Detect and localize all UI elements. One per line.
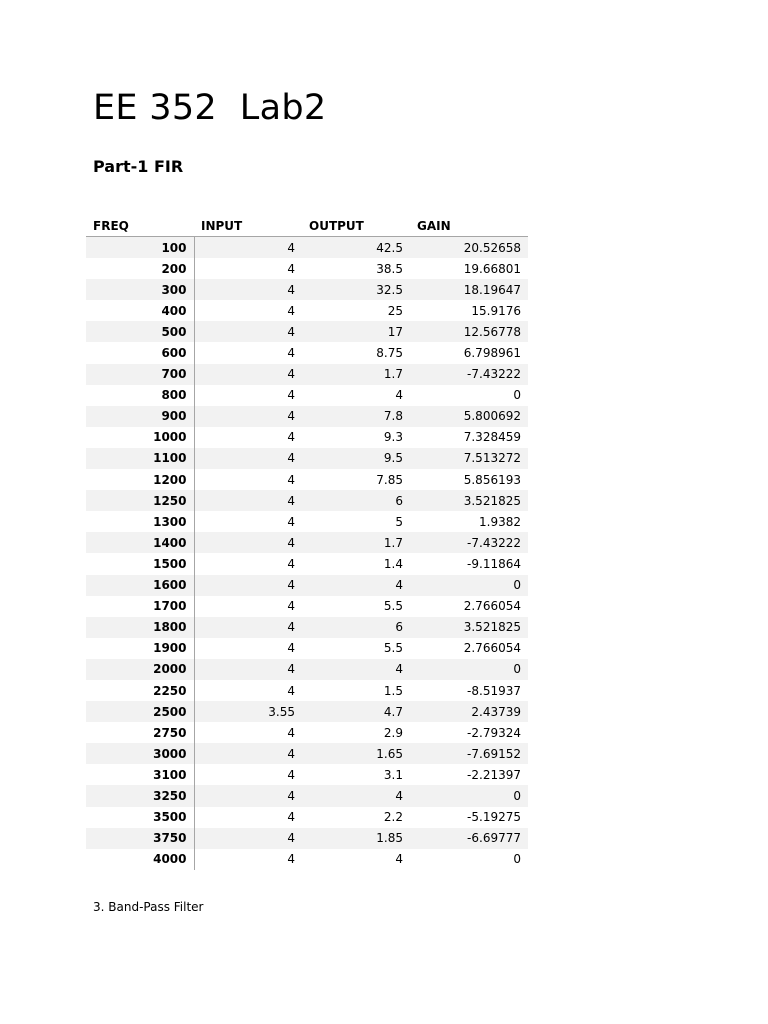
cell-freq: 3100	[86, 764, 194, 785]
cell-input: 4	[194, 321, 302, 342]
cell-output: 8.75	[376, 346, 403, 361]
cell-gain: 2.766054	[463, 641, 521, 656]
cell-output: 17	[302, 321, 410, 342]
cell-output: 2.9	[383, 725, 403, 740]
cell-freq: 1400	[86, 532, 194, 553]
table-row	[86, 490, 528, 511]
table-row	[86, 406, 528, 427]
cell-input: 4	[194, 617, 302, 638]
cell-output: 1.4	[383, 556, 403, 571]
cell-input: 4	[287, 514, 295, 529]
cell-freq: 1000	[86, 427, 194, 448]
table-row	[86, 364, 528, 385]
cell-gain: 0	[513, 852, 521, 867]
cell-output: 4	[302, 575, 410, 596]
cell-output: 42.5	[302, 237, 410, 259]
frequency-response-table	[86, 215, 528, 870]
table-row	[86, 300, 528, 321]
cell-gain: 12.56778	[410, 321, 528, 342]
cell-freq: 3750	[86, 828, 194, 849]
cell-gain: 2.766054	[463, 599, 521, 614]
table-row	[86, 785, 528, 806]
cell-input: 4	[287, 725, 295, 740]
column-header-input: INPUT	[194, 215, 302, 237]
cell-input: 4	[194, 448, 302, 469]
table-row	[86, 427, 528, 448]
cell-gain: 0	[513, 388, 521, 403]
cell-freq: 900	[86, 406, 194, 427]
cell-input: 4	[287, 641, 295, 656]
column-header-gain: GAIN	[410, 215, 528, 237]
cell-input: 4	[287, 430, 295, 445]
cell-gain: 19.66801	[463, 261, 521, 276]
cell-freq: 2500	[86, 701, 194, 722]
cell-output: 6	[302, 490, 410, 511]
cell-gain: 0	[410, 785, 528, 806]
table-row	[86, 553, 528, 574]
cell-output: 6	[302, 617, 410, 638]
cell-input: 4	[287, 810, 295, 825]
table-row	[86, 617, 528, 638]
cell-freq: 400	[86, 300, 194, 321]
cell-input: 4	[287, 388, 295, 403]
table-row	[86, 680, 528, 701]
cell-gain: -2.79324	[467, 725, 521, 740]
cell-gain: 0	[410, 659, 528, 680]
cell-freq: 3000	[86, 743, 194, 764]
cell-freq: 2750	[86, 722, 194, 743]
cell-gain: -6.69777	[410, 828, 528, 849]
cell-input: 4	[194, 364, 302, 385]
cell-gain: 5.856193	[463, 472, 521, 487]
cell-freq: 500	[86, 321, 194, 342]
table-row	[86, 258, 528, 279]
table-row	[86, 764, 528, 785]
cell-input: 4	[287, 472, 295, 487]
cell-output: 9.5	[302, 448, 410, 469]
table-row	[86, 828, 528, 849]
cell-gain: 3.521825	[410, 490, 528, 511]
cell-freq: 1250	[86, 490, 194, 511]
cell-gain: -2.21397	[467, 767, 521, 782]
cell-input: 4	[194, 785, 302, 806]
table-row	[86, 237, 528, 259]
cell-output: 3.1	[383, 767, 403, 782]
cell-freq: 300	[86, 279, 194, 300]
table-row	[86, 659, 528, 680]
cell-freq: 600	[86, 342, 194, 363]
table-row	[86, 448, 528, 469]
cell-gain: -7.43222	[410, 364, 528, 385]
section-title: Part-1 FIR	[93, 157, 184, 176]
cell-output: 4.7	[302, 701, 410, 722]
cell-output: 25	[387, 303, 403, 318]
cell-gain: 5.800692	[410, 406, 528, 427]
table-body	[86, 237, 528, 870]
cell-freq: 1200	[86, 469, 194, 490]
cell-output: 1.65	[302, 743, 410, 764]
cell-gain: -9.11864	[467, 556, 521, 571]
cell-output: 4	[302, 659, 410, 680]
cell-gain: 7.328459	[463, 430, 521, 445]
table-row	[86, 638, 528, 659]
cell-input: 4	[194, 532, 302, 553]
table-row	[86, 469, 528, 490]
cell-freq: 1500	[86, 553, 194, 574]
cell-input: 4	[194, 490, 302, 511]
cell-input: 4	[194, 406, 302, 427]
cell-freq: 1900	[86, 638, 194, 659]
cell-input: 4	[287, 261, 295, 276]
table-row	[86, 385, 528, 406]
cell-output: 32.5	[302, 279, 410, 300]
cell-freq: 700	[86, 364, 194, 385]
document-title: EE 352 Lab2	[93, 88, 327, 128]
cell-output: 38.5	[376, 261, 403, 276]
table-row	[86, 722, 528, 743]
table-row	[86, 807, 528, 828]
cell-input: 4	[287, 852, 295, 867]
table-header-row	[86, 215, 528, 237]
table-row	[86, 342, 528, 363]
cell-freq: 100	[86, 237, 194, 259]
footer-note: 3. Band-Pass Filter	[93, 900, 204, 914]
cell-input: 3.55	[194, 701, 302, 722]
table-row	[86, 575, 528, 596]
table-row	[86, 743, 528, 764]
cell-freq: 1100	[86, 448, 194, 469]
cell-output: 4	[395, 852, 403, 867]
cell-gain: 18.19647	[410, 279, 528, 300]
cell-gain: -7.43222	[410, 532, 528, 553]
cell-gain: 15.9176	[471, 303, 521, 318]
cell-freq: 800	[86, 385, 194, 406]
cell-input: 4	[287, 767, 295, 782]
cell-output: 1.7	[302, 532, 410, 553]
cell-output: 5.5	[383, 641, 403, 656]
table-row	[86, 511, 528, 532]
cell-output: 7.8	[302, 406, 410, 427]
cell-gain: 20.52658	[410, 237, 528, 259]
cell-freq: 1800	[86, 617, 194, 638]
cell-input: 4	[194, 237, 302, 259]
table-row	[86, 596, 528, 617]
cell-gain: 0	[410, 575, 528, 596]
column-header-freq: FREQ	[86, 215, 194, 237]
cell-output: 1.85	[302, 828, 410, 849]
cell-gain: 1.9382	[479, 514, 521, 529]
cell-input: 4	[194, 828, 302, 849]
cell-output: 1.7	[302, 364, 410, 385]
table-row	[86, 321, 528, 342]
cell-gain: 3.521825	[410, 617, 528, 638]
table-row	[86, 849, 528, 870]
cell-input: 4	[194, 659, 302, 680]
cell-output: 9.3	[383, 430, 403, 445]
cell-freq: 2250	[86, 680, 194, 701]
cell-gain: 2.43739	[410, 701, 528, 722]
cell-freq: 3250	[86, 785, 194, 806]
cell-input: 4	[194, 279, 302, 300]
cell-gain: -7.69152	[410, 743, 528, 764]
cell-output: 5.5	[383, 599, 403, 614]
cell-input: 4	[287, 683, 295, 698]
cell-freq: 1600	[86, 575, 194, 596]
cell-gain: -8.51937	[467, 683, 521, 698]
cell-gain: -5.19275	[467, 810, 521, 825]
cell-input: 4	[287, 599, 295, 614]
cell-output: 2.2	[383, 810, 403, 825]
cell-output: 1.5	[383, 683, 403, 698]
cell-input: 4	[194, 575, 302, 596]
cell-gain: 6.798961	[463, 346, 521, 361]
cell-freq: 4000	[86, 849, 194, 870]
cell-freq: 1300	[86, 511, 194, 532]
cell-output: 4	[302, 785, 410, 806]
cell-output: 4	[395, 388, 403, 403]
cell-freq: 1700	[86, 596, 194, 617]
cell-input: 4	[194, 743, 302, 764]
cell-freq: 3500	[86, 807, 194, 828]
cell-gain: 7.513272	[410, 448, 528, 469]
cell-input: 4	[287, 346, 295, 361]
table-row	[86, 532, 528, 553]
cell-freq: 200	[86, 258, 194, 279]
cell-input: 4	[287, 556, 295, 571]
cell-freq: 2000	[86, 659, 194, 680]
column-header-output: OUTPUT	[302, 215, 410, 237]
table-row	[86, 701, 528, 722]
table-row	[86, 279, 528, 300]
cell-output: 5	[395, 514, 403, 529]
cell-output: 7.85	[376, 472, 403, 487]
cell-input: 4	[287, 303, 295, 318]
